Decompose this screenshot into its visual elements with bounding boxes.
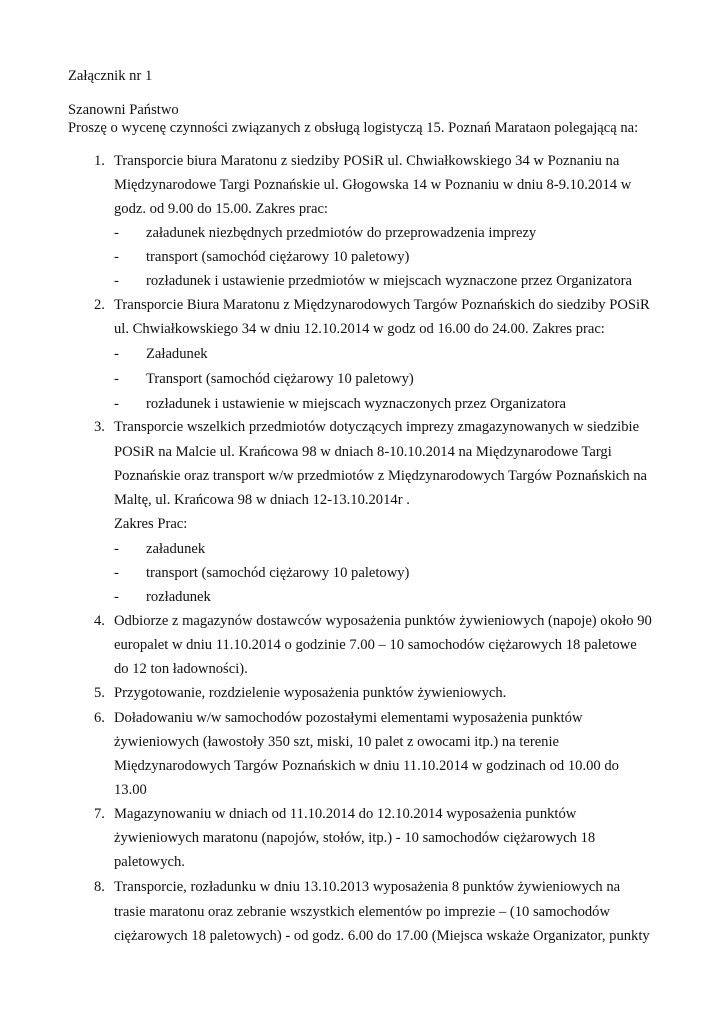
item-line: Międzynarodowe Targi Poznańskie ul. Głogowska 14 w Poznaniu w dniu 8-9.10.2014 w <box>114 177 632 193</box>
greeting: Szanowni Państwo <box>68 102 179 118</box>
item-line: Doładowaniu w/w samochodów pozostałymi elementami wyposażenia punktów <box>114 710 583 726</box>
item-line: ul. Chwiałkowskiego 34 w dniu 12.10.2014 w godz od 16.00 do 24.00. Zakres prac: <box>114 321 605 337</box>
item-number: 8. <box>94 879 105 895</box>
bullet-text: rozładunek i ustawienie w miejscach wyznaczonych przez Organizatora <box>146 396 566 412</box>
bullet-text: załadunek <box>146 541 206 557</box>
item-number: 2. <box>94 297 105 313</box>
bullet-dash: - <box>114 346 119 362</box>
bullet-dash: - <box>114 225 119 241</box>
item-line: Transporcie wszelkich przedmiotów dotyczących imprezy zmagazynowanych w siedzibie <box>114 419 640 435</box>
item-line: Odbiorze z magazynów dostawców wyposażenia punktów żywieniowych (napoje) około 90 <box>114 613 652 629</box>
item-line: Międzynarodowych Targów Poznańskich w dniu 11.10.2014 w godzinach od 10.00 do <box>114 758 619 774</box>
item-line: Zakres Prac: <box>114 516 188 532</box>
item-number: 7. <box>94 806 105 822</box>
item-line: paletowych. <box>114 854 185 870</box>
bullet-text: transport (samochód ciężarowy 10 paletowy) <box>146 565 410 581</box>
bullet-text: rozładunek <box>146 589 211 605</box>
item-number: 5. <box>94 685 105 701</box>
bullet-dash: - <box>114 565 119 581</box>
item-line: Poznańskie oraz transport w/w przedmiotów z Międzynarodowych Targów Poznańskich na <box>114 468 647 484</box>
item-line: ciężarowych 18 paletowych) - od godz. 6.00 do 17.00 (Miejsca wskaże Organizator, punkty <box>114 928 650 944</box>
bullet-text: Załadunek <box>146 346 208 362</box>
bullet-dash: - <box>114 249 119 265</box>
bullet-dash: - <box>114 541 119 557</box>
item-line: żywieniowych maratonu (napojów, stołów, itp.) - 10 samochodów ciężarowych 18 <box>114 830 596 846</box>
item-number: 1. <box>94 153 105 169</box>
bullet-dash: - <box>114 273 119 289</box>
item-line: POSiR na Malcie ul. Krańcowa 98 w dniach 8-10.10.2014 na Międzynarodowe Targi <box>114 444 612 460</box>
bullet-dash: - <box>114 396 119 412</box>
item-line: Maltę, ul. Krańcowa 98 w dniach 12-13.10.2014r . <box>114 492 410 508</box>
item-number: 6. <box>94 710 105 726</box>
item-line: Transporcie, rozładunku w dniu 13.10.2013 wyposażenia 8 punktów żywieniowych na <box>114 879 621 895</box>
attachment-title: Załącznik nr 1 <box>68 68 153 84</box>
item-line: godz. od 9.00 do 15.00. Zakres prac: <box>114 201 328 217</box>
item-line: Transporcie Biura Maratonu z Międzynarodowych Targów Poznańskich do siedziby POSiR <box>114 297 650 313</box>
item-line: Magazynowaniu w dniach od 11.10.2014 do 12.10.2014 wyposażenia punktów <box>114 806 577 822</box>
item-number: 3. <box>94 419 105 435</box>
bullet-dash: - <box>114 589 119 605</box>
item-line: żywieniowych (ławostoły 350 szt, miski, 10 palet z owocami itp.) na terenie <box>114 734 559 750</box>
item-line: trasie maratonu oraz zebranie wszystkich elementów po imprezie – (10 samochodów <box>114 904 611 920</box>
bullet-text: załadunek niezbędnych przedmiotów do przeprowadzenia imprezy <box>146 225 537 241</box>
bullet-text: Transport (samochód ciężarowy 10 paletowy) <box>146 371 414 387</box>
item-line: do 12 ton ładowności). <box>114 661 248 677</box>
item-line: europalet w dniu 11.10.2014 o godzinie 7.00 – 10 samochodów ciężarowych 18 paletowe <box>114 637 637 653</box>
bullet-text: transport (samochód ciężarowy 10 paletowy) <box>146 249 410 265</box>
item-number: 4. <box>94 613 105 629</box>
item-line: Transporcie biura Maratonu z siedziby POSiR ul. Chwiałkowskiego 34 w Poznaniu na <box>114 153 620 169</box>
bullet-text: rozładunek i ustawienie przedmiotów w miejscach wyznaczone przez Organizatora <box>146 273 632 289</box>
item-line: 13.00 <box>114 782 147 798</box>
bullet-dash: - <box>114 371 119 387</box>
item-line: Przygotowanie, rozdzielenie wyposażenia punktów żywieniowych. <box>114 685 507 701</box>
request-line: Proszę o wycenę czynności związanych z obsługą logistyczą 15. Poznań Marataon polegającą na: <box>68 120 639 136</box>
